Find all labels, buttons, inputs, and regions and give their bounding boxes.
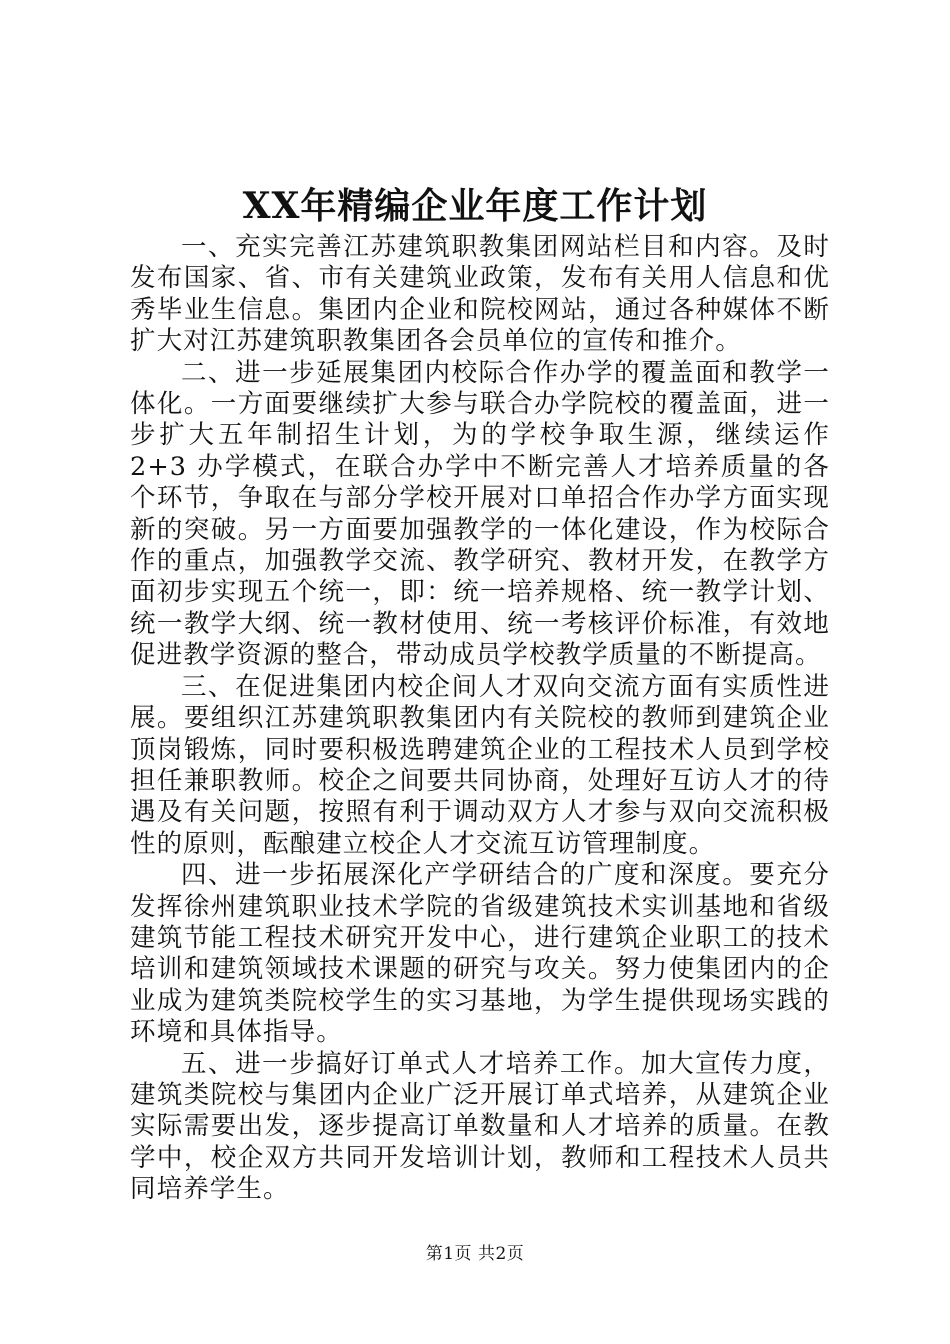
paragraph-4: 四、进一步拓展深化产学研结合的广度和深度。要充分发挥徐州建筑职业技术学院的省级建筑技术实训基地和省级建筑节能工程技术研究开发中心，进行建筑企业职工的技术培训和建筑领域技术课题的研究与攻关。努力使集团内的企业成为建筑类院校学生的实习基地，为学生提供现场实践的环境和具体指导。 bbox=[130, 860, 830, 1048]
document-title: XX年精编企业年度工作计划 bbox=[242, 185, 708, 227]
paragraph-5: 五、进一步搞好订单式人才培养工作。加大宣传力度，建筑类院校与集团内企业广泛开展订单式培养，从建筑企业实际需要出发，逐步提高订单数量和人才培养的质量。在教学中，校企双方共同开发培训计划，教师和工程技术人员共同培养学生。 bbox=[130, 1048, 830, 1205]
paragraph-1: 一、充实完善江苏建筑职教集团网站栏目和内容。及时发布国家、省、市有关建筑业政策，发布有关用人信息和优秀毕业生信息。集团内企业和院校网站，通过各种媒体不断扩大对江苏建筑职教集团各会员单位的宣传和推介。 bbox=[130, 232, 830, 357]
paragraph-3: 三、在促进集团内校企间人才双向交流方面有实质性进展。要组织江苏建筑职教集团内有关院校的教师到建筑企业顶岗锻炼，同时要积极选聘建筑企业的工程技术人员到学校担任兼职教师。校企之间要共同协商，处理好互访人才的待遇及有关问题，按照有利于调动双方人才参与双向交流积极性的原则，酝酿建立校企人才交流互访管理制度。 bbox=[130, 671, 830, 859]
document-body bbox=[130, 232, 830, 1206]
page-number-footer: 第1页 共2页 bbox=[425, 1244, 525, 1264]
paragraph-2: 二、进一步延展集团内校际合作办学的覆盖面和教学一体化。一方面要继续扩大参与联合办学院校的覆盖面，进一步扩大五年制招生计划，为的学校争取生源，继续运作 2+3 办学模式，在联合办学中不断完善人才培养质量的各个环节，争取在与部分学校开展对口单招合作办学方面实现新的突破。另一方面要加强教学的一体化建设，作为校际合作的重点，加强教学交流、教学研究、教材开发，在教学方面初步实现五个统一，即：统一培养规格、统一教学计划、统一教学大纲、统一教材使用、统一考核评价标准，有效地促进教学资源的整合，带动成员学校教学质量的不断提高。 bbox=[130, 357, 830, 671]
